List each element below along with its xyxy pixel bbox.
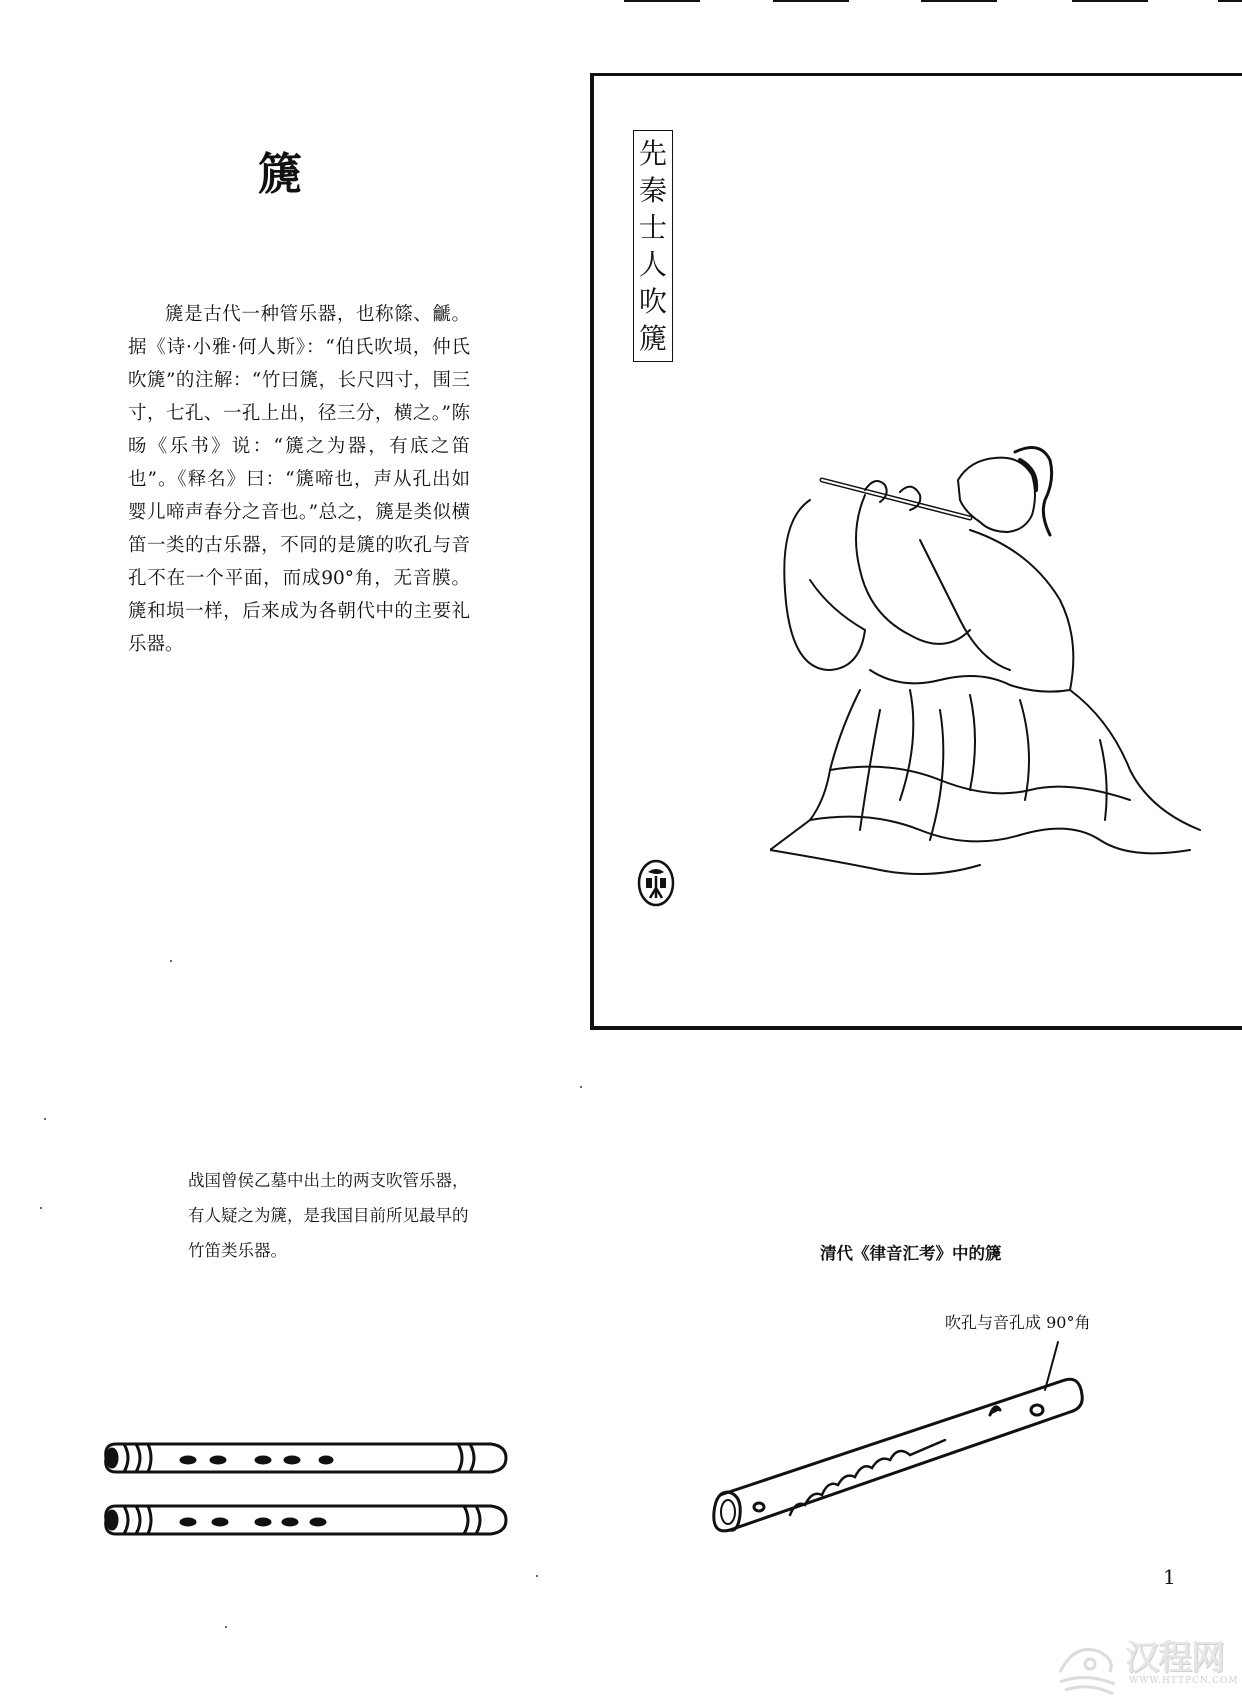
page-title: 篪 [258,149,304,200]
figure-annotation: 吹孔与音孔成 90°角 [945,1313,1091,1332]
label-char: 士 [638,210,667,244]
caption-line: 战国曾侯乙墓中出土的两支吹管乐器， [188,1171,469,1190]
zeng-hou-yi-flutes-illustration [96,1430,516,1550]
top-rule [773,0,849,2]
scan-speck [225,1626,227,1628]
caption-line: 有人疑之为篪，是我国目前所见最早的 [188,1206,469,1225]
qing-chi-illustration [700,1340,1120,1540]
label-char: 篪 [638,321,667,355]
top-rule [1072,0,1148,2]
label-char: 吹 [638,284,667,318]
flute-1 [106,1444,506,1472]
body-text [128,298,470,661]
caption-line: 竹笛类乐器。 [188,1241,287,1260]
top-rule [921,0,997,2]
scan-speck [40,1207,42,1209]
label-char: 秦 [638,173,667,207]
top-rule [1218,0,1242,2]
page-number: 1 [1163,1565,1176,1589]
watermark-url: WWW.HTTPCN.COM [1129,1676,1239,1686]
scan-speck [170,960,172,962]
figure-caption-right: 清代《律音汇考》中的篪 [820,1244,1002,1263]
figure-caption-left [188,1163,528,1268]
label-char: 先 [638,136,667,170]
watermark [1055,1628,1242,1703]
scan-speck [44,1118,46,1120]
scan-speck [580,1086,582,1088]
label-char: 人 [638,247,667,281]
watermark-logo-icon [1055,1632,1121,1698]
illustration-vertical-label [633,130,673,362]
scan-speck [536,1575,538,1577]
body-paragraph: 篪是古代一种管乐器，也称篨、䶵。据《诗·小雅·何人斯》：“伯氏吹埙，仲氏吹篪”的注解：“竹曰篪，长尺四寸，围三寸，七孔、一孔上出，径三分，横之。”陈旸《乐书》说：“篪之为器，有底之笛也”。《释名》曰：“篪啼也，声从孔出如婴儿啼声春分之音也。”总之，篪是类似横笛一类的古乐器，不同的是篪的吹孔与音孔不在一个平面，而成90°角，无音膜。篪和埙一样，后来成为各朝代中的主要礼乐器。 [128,304,470,655]
top-rule [624,0,700,2]
seal-icon [636,858,676,908]
watermark-brand: 汉程网 [1125,1638,1224,1678]
flute-2 [106,1506,506,1534]
musician-illustration [770,440,1210,910]
